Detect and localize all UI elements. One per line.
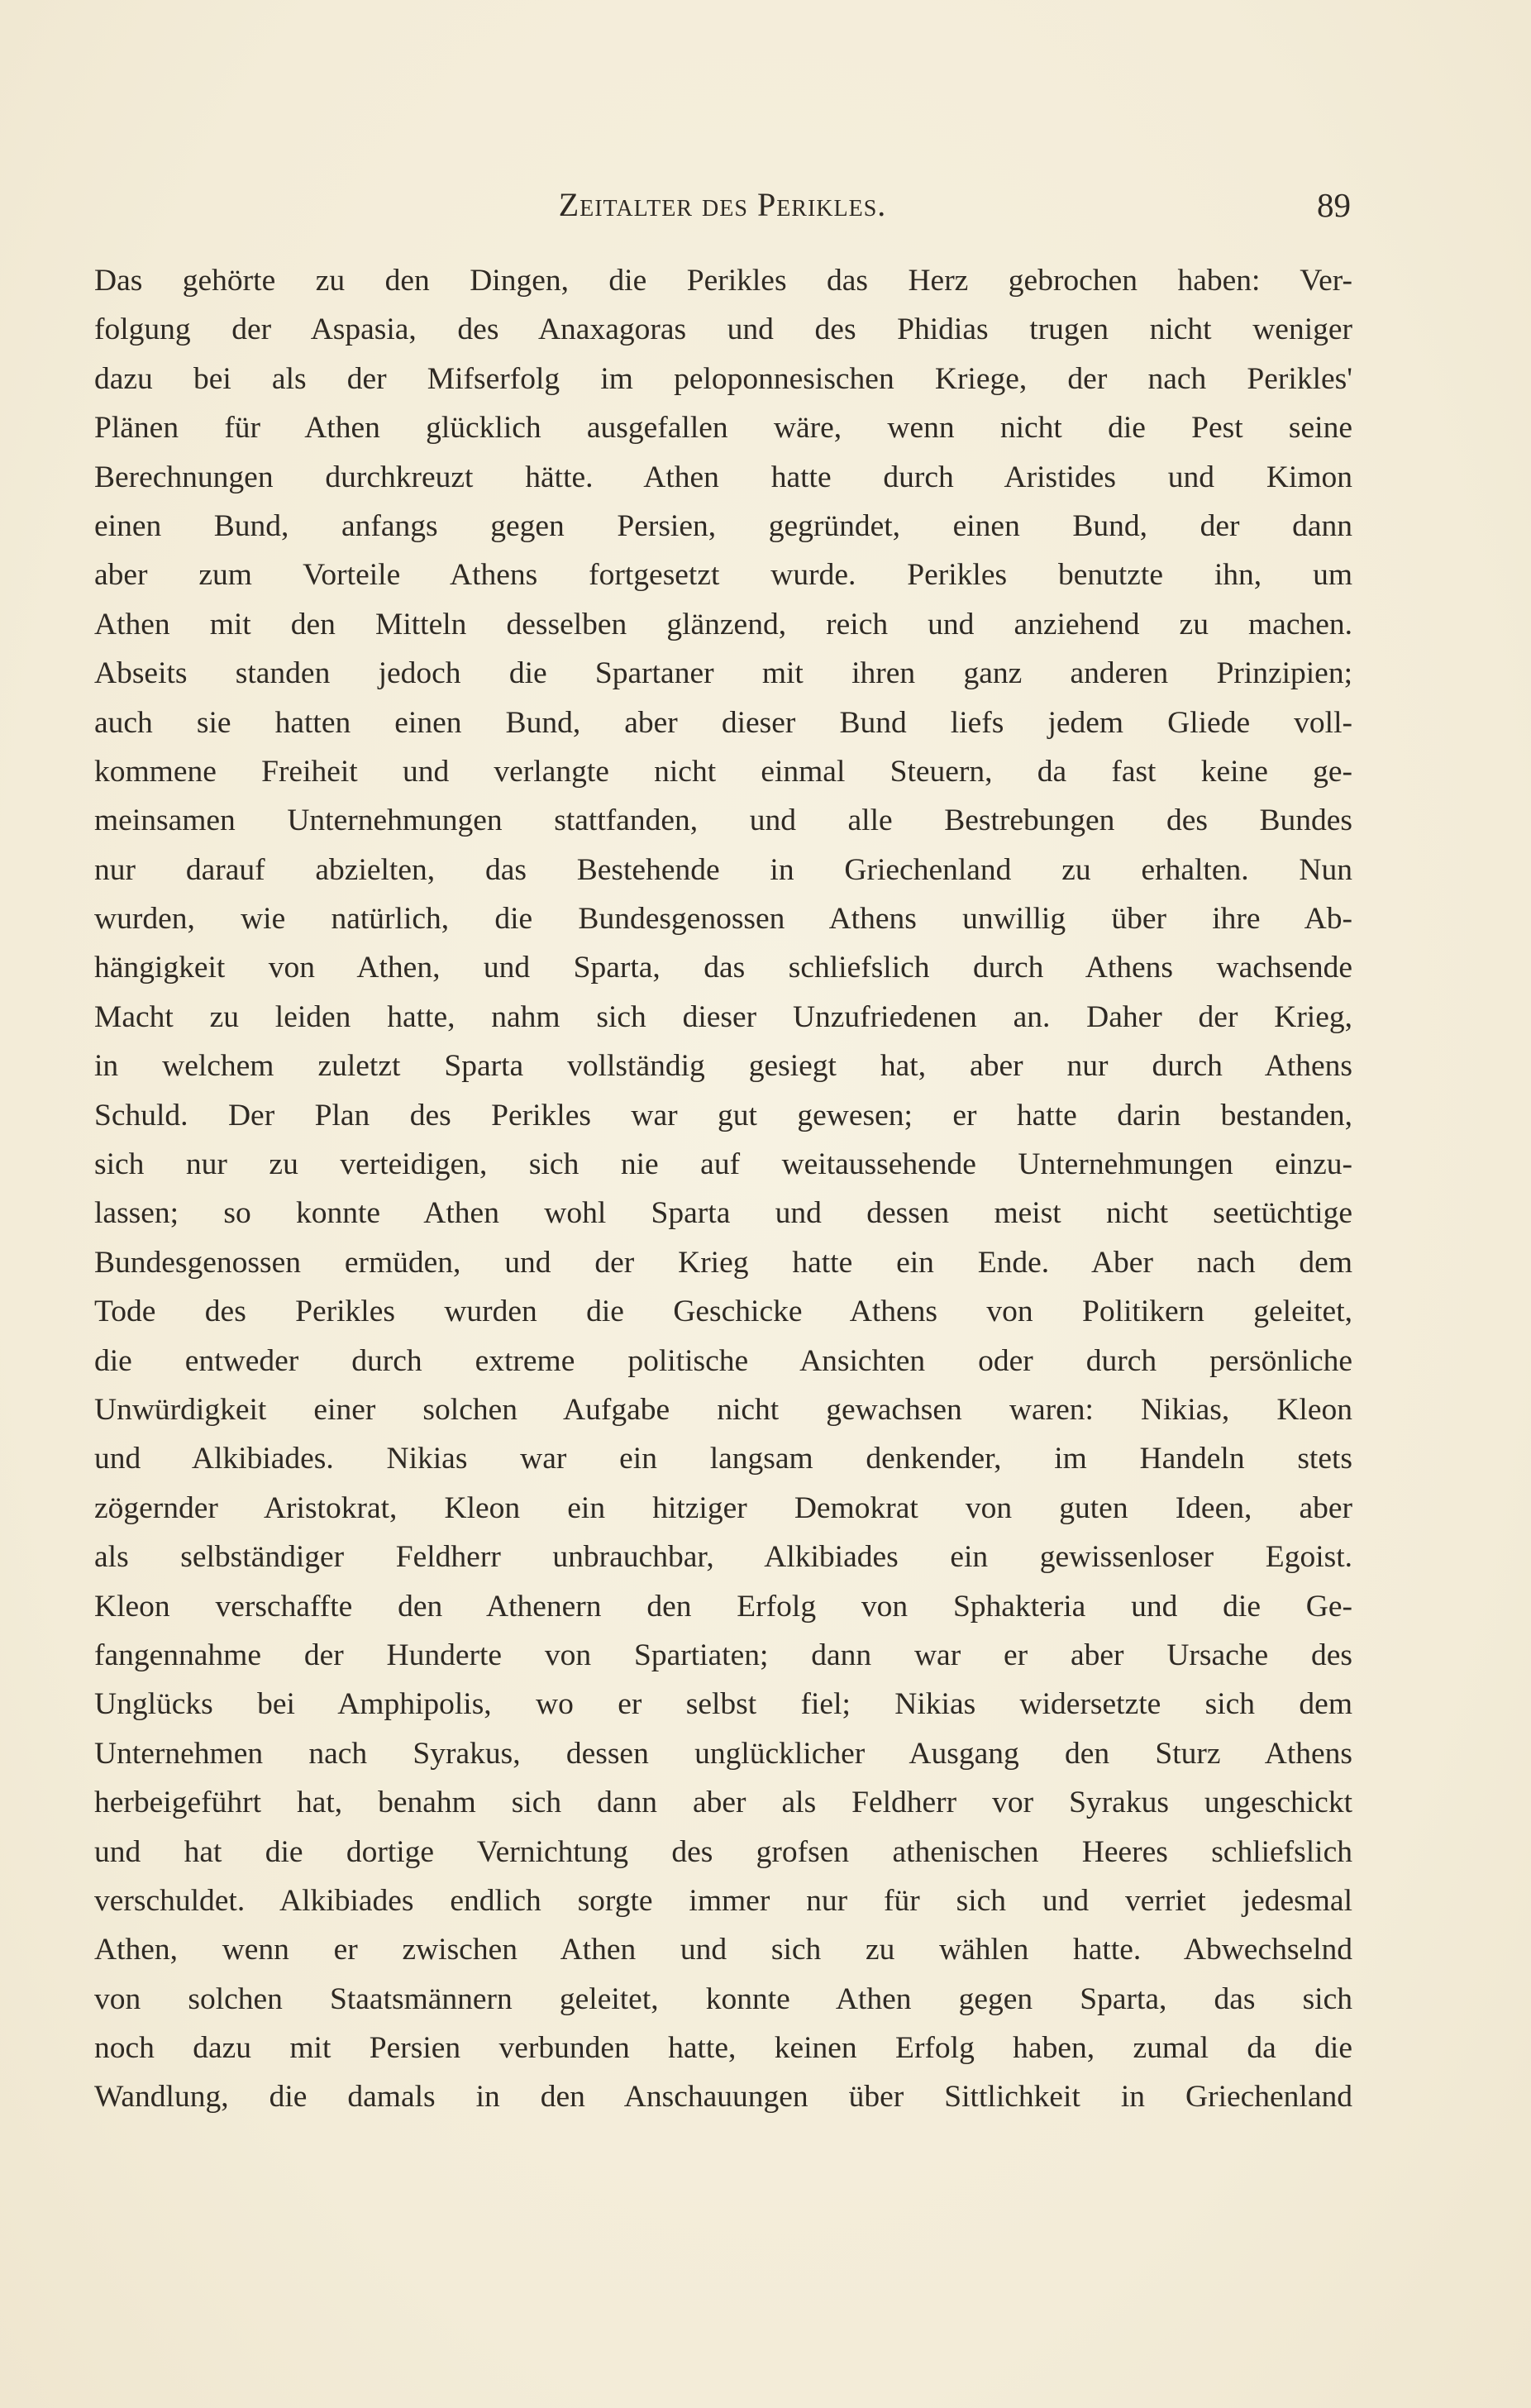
text-line: Kleon verschaffte den Athenern den Erfolg von Sphakteria und die Ge- [94, 1589, 1352, 1624]
text-line: Schuld. Der Plan des Perikles war gut gewesen; er hatte darin bestanden, [94, 1098, 1352, 1132]
text-line: herbeigeführt hat, benahm sich dann aber als Feldherr vor Syrakus ungeschickt [94, 1786, 1352, 1820]
text-line: hängigkeit von Athen, und Sparta, das schliefslich durch Athens wachsende [94, 951, 1352, 985]
text-line: aber zum Vorteile Athens fortgesetzt wurde. Perikles benutzte ihn, um [94, 558, 1352, 593]
text-line: Wandlung, die damals in den Anschauungen über Sittlichkeit in Griechenland [94, 2080, 1352, 2115]
text-line: verschuldet. Alkibiades endlich sorgte immer nur für sich und verriet jedesmal [94, 1883, 1352, 1918]
text-line: Abseits standen jedoch die Spartaner mit ihren ganz anderen Prinzipien; [94, 656, 1352, 691]
text-line: dazu bei als der Mifserfolg im peloponnesischen Kriege, der nach Perikles' [94, 361, 1352, 396]
text-line: Das gehörte zu den Dingen, die Perikles das Herz gebrochen haben: Ver- [94, 264, 1352, 298]
text-line: sich nur zu verteidigen, sich nie auf weitaussehende Unternehmungen einzu- [94, 1147, 1352, 1182]
text-line: wurden, wie natürlich, die Bundesgenossen Athens unwillig über ihre Ab- [94, 902, 1352, 937]
text-line: Unternehmen nach Syrakus, dessen unglücklicher Ausgang den Sturz Athens [94, 1736, 1352, 1771]
text-line: folgung der Aspasia, des Anaxagoras und des Phidias trugen nicht weniger [94, 312, 1352, 347]
text-line: in welchem zuletzt Sparta vollständig gesiegt hat, aber nur durch Athens [94, 1049, 1352, 1084]
text-line: noch dazu mit Persien verbunden hatte, keinen Erfolg haben, zumal da die [94, 2031, 1352, 2066]
text-line: von solchen Staatsmännern geleitet, konnte Athen gegen Sparta, das sich [94, 1981, 1352, 2016]
text-line: kommene Freiheit und verlangte nicht einmal Steuern, da fast keine ge- [94, 754, 1352, 789]
text-line: lassen; so konnte Athen wohl Sparta und dessen meist nicht seetüchtige [94, 1196, 1352, 1231]
text-line: einen Bund, anfangs gegen Persien, gegründet, einen Bund, der dann [94, 508, 1352, 543]
text-line: Athen mit den Mitteln desselben glänzend, reich und anziehend zu machen. [94, 607, 1352, 641]
text-line: Tode des Perikles wurden die Geschicke Athens von Politikern geleitet, [94, 1295, 1352, 1329]
text-line: auch sie hatten einen Bund, aber dieser Bund liefs jedem Gliede voll- [94, 705, 1352, 740]
body-text [94, 256, 1352, 2122]
text-line: meinsamen Unternehmungen stattfanden, und alle Bestrebungen des Bundes [94, 803, 1352, 838]
text-line: und Alkibiades. Nikias war ein langsam denkender, im Handeln stets [94, 1442, 1352, 1476]
text-line: Athen, wenn er zwischen Athen und sich zu wählen hatte. Abwechselnd [94, 1933, 1352, 1967]
text-line: die entweder durch extreme politische Ansichten oder durch persönliche [94, 1343, 1352, 1378]
text-line: Unwürdigkeit einer solchen Aufgabe nicht gewachsen waren: Nikias, Kleon [94, 1392, 1352, 1427]
text-line: Unglücks bei Amphipolis, wo er selbst fiel; Nikias widersetzte sich dem [94, 1687, 1352, 1722]
text-line: nur darauf abzielten, das Bestehende in Griechenland zu erhalten. Nun [94, 852, 1352, 887]
text-line: als selbständiger Feldherr unbrauchbar, Alkibiades ein gewissenloser Egoist. [94, 1540, 1352, 1575]
text-line: und hat die dortige Vernichtung des grofsen athenischen Heeres schliefslich [94, 1834, 1352, 1869]
text-line: Berechnungen durchkreuzt hätte. Athen hatte durch Aristides und Kimon [94, 460, 1352, 494]
text-line: Bundesgenossen ermüden, und der Krieg hatte ein Ende. Aber nach dem [94, 1245, 1352, 1280]
text-line: zögernder Aristokrat, Kleon ein hitziger Demokrat von guten Ideen, aber [94, 1490, 1352, 1525]
running-title: Zeitalter des Perikles. [558, 186, 887, 223]
page-number: 89 [1317, 186, 1351, 224]
running-head [94, 180, 1351, 230]
text-line: Plänen für Athen glücklich ausgefallen wäre, wenn nicht die Pest seine [94, 411, 1352, 446]
text-line: Macht zu leiden hatte, nahm sich dieser Unzufriedenen an. Daher der Krieg, [94, 999, 1352, 1034]
text-line: fangennahme der Hunderte von Spartiaten; dann war er aber Ursache des [94, 1638, 1352, 1672]
